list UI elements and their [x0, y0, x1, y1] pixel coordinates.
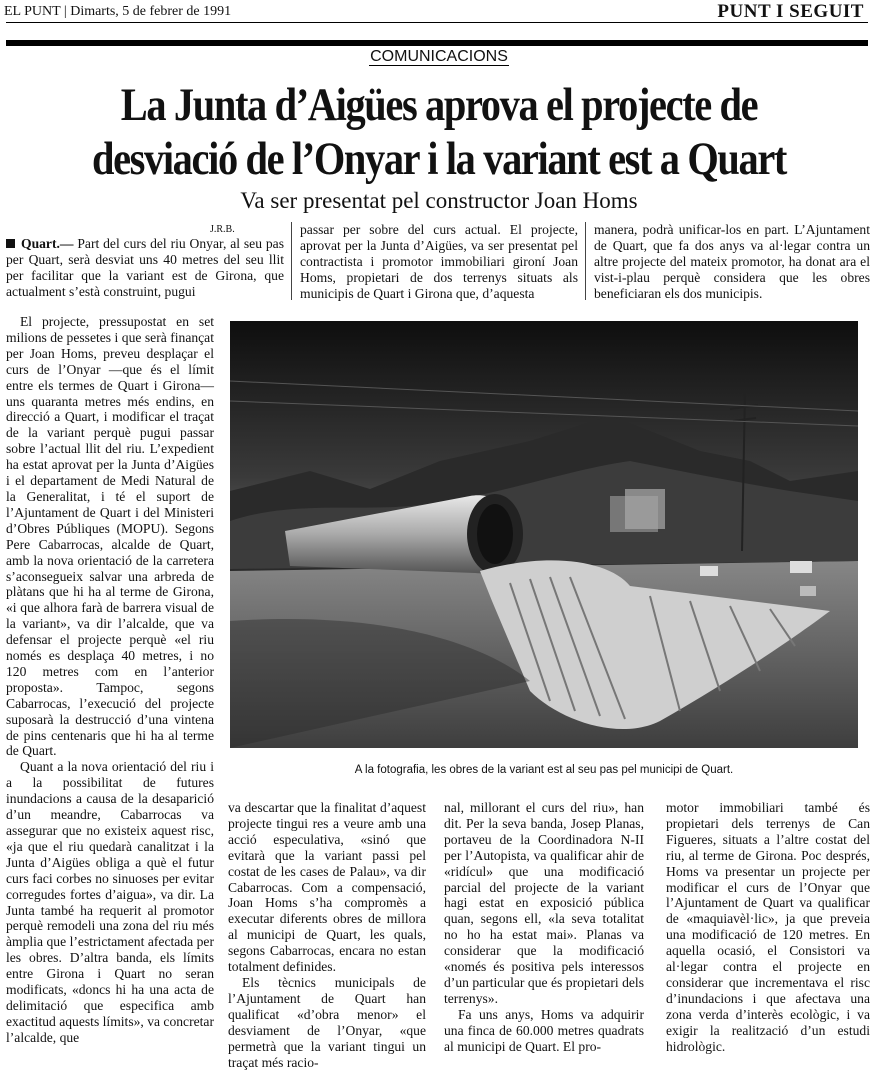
- paper-name: EL PUNT: [4, 4, 61, 19]
- body-paragraph: Quant a la nova orientació del riu i a la possibilitat de futures inundacions a causa de la desaparició d’un meandre, Cabarrocas va assegurar que no existeix aquest risc, «ja que el riu quedarà canalitzat i la Junta d’Aigües obliga a què el futur curs faci corbes no sinuoses per evitar corregudes fortes d’aigua», va dir. La Junta també ha requerit al promotor perquè remodeli una zona del riu més àmplia que l’estrictament afectada per les obres. D’altra banda, els límits entre Girona i Quart no seran modificats, «doncs hi ha una acta de delimitació que especifica amb exactitud aquests límits», va concretar l’alcalde, que: [6, 759, 214, 1045]
- header-bar: [6, 40, 868, 46]
- body-paragraph: Fa uns anys, Homs va adquirir una finca de 60.000 metres quadrats al municipi de Quart. El pro-: [444, 1006, 644, 1054]
- body-column-4: [666, 800, 870, 1055]
- body-column-1: [6, 314, 214, 1046]
- lead-column-1: [6, 236, 284, 300]
- photo-caption: A la fotografia, les obres de la variant est al seu pas pel municipi de Quart.: [354, 764, 734, 776]
- lead-text-3: manera, podrà unificar-los en part. L’Ajuntament de Quart, que fa dos anys va al·legar contra un altre projecte del mateix promotor, ha donat ara el vist-i-plau perquè considera que les obres beneficiaran els dos municipis.: [594, 222, 870, 301]
- lead-column-3: [594, 222, 870, 302]
- dateline: Quart.—: [21, 236, 74, 251]
- lead-column-2: [300, 222, 578, 302]
- article-photo: [230, 321, 858, 748]
- photo-illustration: [230, 321, 858, 748]
- body-column-3: [444, 800, 644, 1055]
- lead-text-1: Part del curs del riu Onyar, al seu pas per Quart, serà desviat uns 40 metres del seu llit per facilitar que la variant est de Girona, que actualment s’està construint, pugui: [6, 236, 284, 299]
- bullet-icon: [6, 239, 15, 248]
- column-divider: [291, 222, 292, 300]
- body-paragraph: nal, millorant el curs del riu», han dit. Per la seva banda, Josep Planas, portaveu de la Coordinadora N-II per l’Autopista, va qualificar ahir de «ridícul» que una modificació parcial del projecte de la variant hagi estat en exposició pública quan, segons ell, «la seva totalitat no ho ha estat mai». Planas va considerar que la modificació «només és positiva pels interessos d’un particular que és propietari dels terrenys».: [444, 800, 644, 1006]
- header-rule: [6, 22, 868, 23]
- body-paragraph: Els tècnics municipals de l’Ajuntament de Quart han qualificat «d’obra menor» el desviament de l’Onyar, «que permetrà que la variant tingui un traçat més racio-: [228, 974, 426, 1070]
- lead-text-2: passar per sobre del curs actual. El projecte, aprovat per la Junta d’Aigües, va ser presentat pel contractista i promotor immobiliari gironí Joan Homs, propietari de dos terrenys situats als municipis de Quart i Girona que, d’aquesta: [300, 222, 578, 301]
- lead-paragraph-1: [6, 236, 284, 300]
- body-paragraph: El projecte, pressupostat en set milions de pessetes i que serà finançat per Joan Homs, preveu desplaçar el curs de l’Onyar —que és el límit entre els termes de Quart i Girona— uns quaranta metres més endins, en direcció a Quart, i modificar el traçat de la variant perquè pugui passar sobre l’actual llit del riu. L’expedient ha estat aprovat per la Junta d’Aigües i el departament de Medi Natural de la Generalitat, i té el suport de l’Ajuntament de Quart i del Ministeri d’Obres Públiques (MOPU). Segons Pere Cabarrocas, alcalde de Quart, amb la nova orientació de la carretera s’aconsegueix salvar una arbreda de plàtans que hi ha al terme de Girona, «i que alhora farà de barrera visual de la variant», va dir l’alcalde, que va defensar el projecte perquè «el riu només es desplaça 40 metres, i no 120 metres com en l’anterior proposta». Tampoc, segons Cabarrocas, l’execució del projecte suposarà la destrucció d’una vintena de pins centenaris que hi ha al terme de Quart.: [6, 314, 214, 759]
- subheadline: Va ser presentat pel constructor Joan Homs: [240, 188, 638, 213]
- column-divider: [585, 222, 586, 300]
- body-paragraph: motor immobiliari també és propietari dels terrenys de Can Figueres, situats a l’altre costat del riu, al terme de Girona. Poc després, Homs va presentar un projecte per modificar el curs de l’Onyar que l’Ajuntament de Quart va qualificar de «maquiavèl·lic», ja que preveia una modificació de 120 metres. En aquella ocasió, el Consistori va al·legar contra el projecte en considerar que incrementava el risc d’inundacions i que afectava una zona verda d’interès ecològic, i va exigir la realització d’un estudi hidrològic.: [666, 800, 870, 1054]
- section-label: [0, 48, 878, 66]
- byline: J.R.B.: [210, 224, 235, 235]
- issue-date: Dimarts, 5 de febrer de 1991: [70, 4, 232, 19]
- headline-line-2: desviació de l’Onyar i la variant est a Quart: [91, 133, 787, 185]
- headline: [61, 78, 816, 186]
- body-column-2: [228, 800, 426, 1070]
- masthead-paper-date: EL PUNT | Dimarts, 5 de febrer de 1991: [4, 4, 232, 19]
- headline-line-1: La Junta d’Aigües aprova el projecte de: [120, 79, 758, 131]
- body-paragraph: va descartar que la finalitat d’aquest projecte tingui res a veure amb una acció especulativa, «sinó que evitarà que la variant passi pel costat de les cases de Palau», va dir Cabarrocas. Com a compensació, Joan Homs s’ha compromès a executar diferents obres de millora al municipi de Quart, les quals, segons Cabarrocas, encara no estan totalment definides.: [228, 800, 426, 975]
- section-title: PUNT I SEGUIT: [717, 1, 864, 22]
- section-label-text: COMUNICACIONS: [370, 48, 508, 65]
